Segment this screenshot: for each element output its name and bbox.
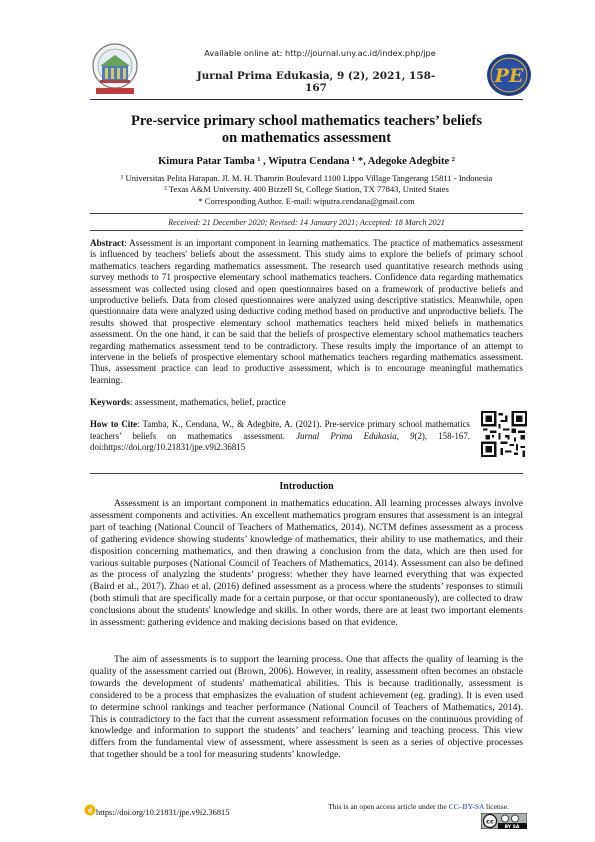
license-text-a: This is an open access article under the	[328, 802, 449, 811]
doi-icon	[84, 804, 96, 816]
how-to-cite	[90, 419, 470, 454]
corresponding-author: * Corresponding Author. E-mail: wiputra.cendana@gmail.com	[198, 196, 415, 206]
pe-journal-logo	[485, 52, 533, 98]
uny-crest-icon	[90, 42, 140, 98]
introduction-heading: Introduction	[279, 481, 334, 492]
license-link[interactable]: CC–BY-SA	[448, 802, 485, 811]
keywords-text: : assessment, mathematics, belief, practice	[129, 397, 286, 407]
intro-paragraph-2: The aim of assessments is to support the learning process. One that affects the quality of learning is the quality of the assessment carried out (Brown, 2006). However, in reality, assessment often becomes an obstacle towards the development of students' mathematical abilities. This is because traditionally, assessment is considered to be a process that emphasizes the evaluation of student achievement (eg. grading). It is even used to determine school rankings and teacher performance (National Council of Teachers of Mathematics, 2014). This is contradictory to the fact that the current assessment reformation focuses on the continuous providing of knowledge and information to support the students’ and teachers’ learning and teaching process. This view differs from the fundamental view of assessment, where assessment is seen as a series of objective processes that together should be a tool for measuring students’ knowledge.	[90, 654, 523, 761]
doi-link[interactable]: https://doi.org/10.21831/jpe.v9i2.36815	[96, 808, 230, 817]
license-text-b: license.	[484, 802, 509, 811]
license-text	[328, 802, 509, 811]
affiliation-2: ² Texas A&M University. 400 Bizzell St, College Station, TX 77843, United States	[164, 184, 449, 194]
received-rule-bottom	[90, 230, 523, 231]
article-title	[90, 113, 523, 147]
authors: Kimura Patar Tamba ¹ , Wiputra Cendana ¹ *, Adegoke Adegbite ²	[158, 156, 455, 167]
title-line-2: on mathematics assessment	[221, 130, 392, 146]
pe-logo-text: PE	[494, 65, 524, 87]
abstract-label: Abstract	[90, 238, 125, 248]
received-dates: Received: 21 December 2020; Revised: 14 January 2021; Accepted: 18 March 2021	[168, 218, 445, 227]
affiliation-1: ¹ Universitas Pelita Harapan. Jl. M. H. Thamrin Boulevard 1100 Lippo Village Tangerang 15811 - Indonesia	[120, 173, 493, 183]
cc-badge-text: BY SA	[504, 825, 520, 829]
keywords-label: Keywords	[90, 397, 130, 407]
available-online: Available online at: http://journal.uny.ac.id/index.php/jpe	[204, 48, 436, 58]
abstract	[90, 238, 523, 386]
received-rule-top	[90, 213, 523, 214]
title-line-1: Pre-service primary school mathematics teachers’ beliefs	[131, 113, 482, 129]
svg-text:cc: cc	[486, 817, 494, 826]
journal-title: Jurnal Prima Edukasia, 9 (2), 2021, 158-167	[196, 70, 436, 94]
cite-text-b: (2), 158-167. doi:https://doi.org/10.21831/jpe.v9i2.36815	[90, 430, 470, 452]
cite-text-a: : Tamba, K., Cendana, W., & Adegbite, A. (2021). Pre-service primary school mathematics teachers’ beliefs on mathematics assessment.	[90, 419, 470, 441]
keywords	[90, 397, 523, 407]
qr-code-icon	[481, 411, 527, 457]
cite-label: How to Cite	[90, 419, 138, 429]
cite-journal: Jurnal Prima Edukasia, 9	[296, 430, 415, 441]
intro-paragraph-1: Assessment is an important component in mathematics education. All learning processes always involve assessment components and activities. An excellent mathematics program ensures that assessment is an integral part of teaching (National Council of Teachers of Mathematics, 2014). NCTM defines assessment as a process of gathering evidence showing students’ knowledge of mathematics, their ability to use mathematics, and their disposition concerning mathematics, and then drawing a conclusion from the data, which are then used for various suitable purposes (National Council of Teachers of Mathematics, 2014). Assessment can also be defined as the process of analyzing the students’ progress: whether they have learned everything that was expected (Baird et al., 2017). Zhao et al. (2016) defined assessment as a process where the students’ responses to stimuli (both stimuli that are specifically made for a certain purpose, or that occur spontaneously), are collected to draw conclusions about the students' knowledge and skills. In other words, there are at least two important elements in assessment: gathering evidence and making decisions based on that evidence.	[90, 498, 523, 629]
intro-rule	[90, 473, 523, 474]
svg-text:d: d	[87, 807, 93, 815]
header-rule	[90, 99, 523, 100]
abstract-text: : Assessment is an important component in learning mathematics. The practice of mathematics assessment is influenced by teachers' beliefs about the assessment. This study aims to explore the beliefs of primary school mathematics teachers regarding mathematics assessment. The research used quantitative research methods using survey methods to 71 prospective elementary school mathematics teachers. Confidence data regarding mathematics assessment was collected using closed and open questionnaires based on a framework of productive beliefs and unproductive beliefs. Data from closed questionnaires were analyzed using descriptive statistics. Meanwhile, open questionnaire data were analyzed using deductive coding method based on productive and unproductive beliefs. The results showed that prospective elementary school mathematics teachers held mixed beliefs in mathematics assessment. On the one hand, it can be said that the beliefs of prospective elementary school mathematics teachers regarding mathematics assessment tend to be contradictory. These results imply the importance of an attempt to intervene in the beliefs of prospective elementary school mathematics teachers regarding mathematics assessment. Thus, assessment practice can lead to productive assessment, which is to encourage meaningful mathematics learning.	[90, 238, 523, 385]
cc-by-sa-badge	[481, 813, 527, 829]
